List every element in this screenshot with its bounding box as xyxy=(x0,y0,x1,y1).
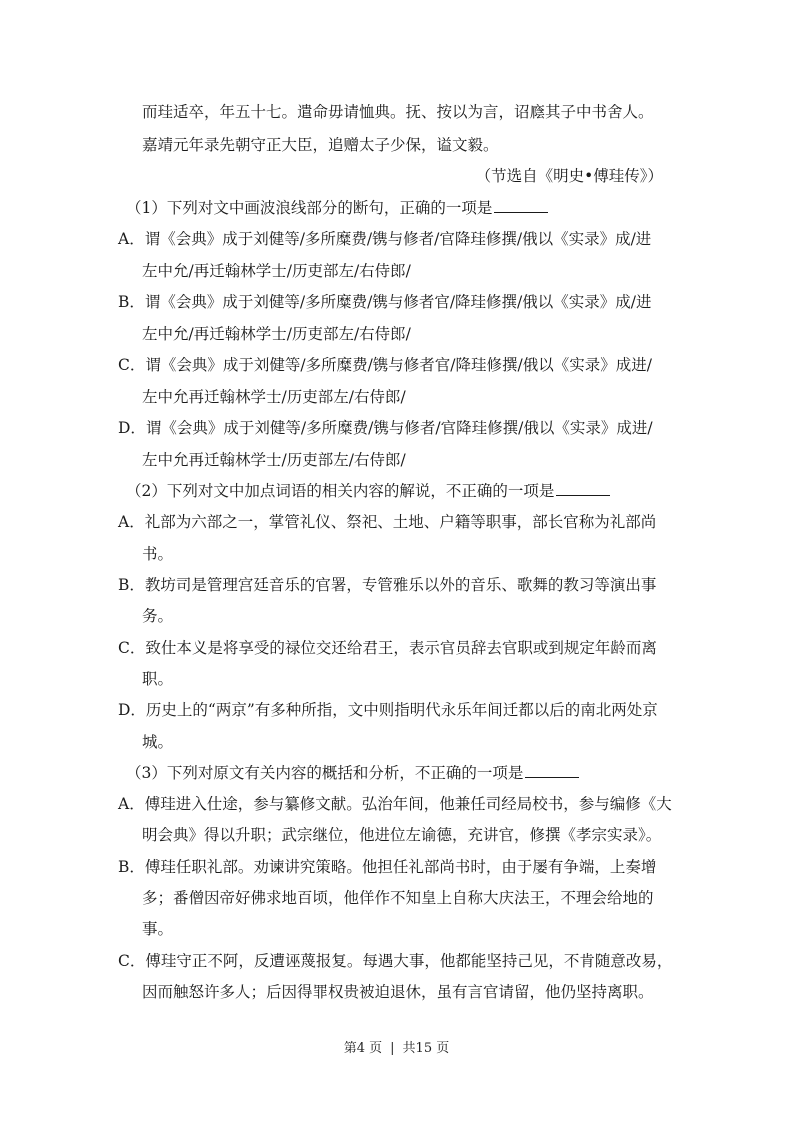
q1-option-c: C．谓《会典》成于刘健等/多所糜费/镌与修者官/降珪修撰/俄以《实录》成进/ xyxy=(118,356,652,374)
q2-option-c: C．致仕本义是将享受的禄位交还给君王，表示官员辞去官职或到规定年龄而离 xyxy=(118,639,657,657)
q1-option-c-cont: 左中允再迁翰林学士/历吏部左/右侍郎/ xyxy=(142,388,406,406)
page-total: 共15 页 xyxy=(402,1041,450,1056)
page-footer xyxy=(0,1040,793,1058)
passage-line: 嘉靖元年录先朝守正大臣，追赠太子少保，谥文毅。 xyxy=(142,136,499,154)
passage-line: 而珪适卒，年五十七。遣命毋请恤典。抚、按以为言，诏廕其子中书舍人。 xyxy=(142,103,654,121)
q3-option-b: B．傅珪任职礼部。劝谏讲究策略。他担任礼部尚书时，由于屡有争端，上奏增 xyxy=(118,858,657,876)
q1-option-a: A．谓《会典》成于刘健等/多所糜费/镌与修者/官降珪修撰/俄以《实录》成/进 xyxy=(118,230,652,248)
answer-blank xyxy=(494,198,548,213)
q1-option-b: B．谓《会典》成于刘健等/多所糜费/镌与修者官/降珪修撰/俄以《实录》成/进 xyxy=(118,293,652,311)
q2-option-a-cont: 书。 xyxy=(142,545,174,563)
q3-option-a-cont: 明会典》得以升职；武宗继位，他进位左谕德，充讲官，修撰《孝宗实录》。 xyxy=(142,826,662,844)
q3-option-c-cont: 因而触怒许多人；后因得罪权贵被迫退休，虽有言官请留，他仍坚持离职。 xyxy=(142,983,654,1001)
q3-option-a: A．傅珪进入仕途，参与纂修文献。弘治年间，他兼任司经局校书，参与编修《大 xyxy=(118,795,672,813)
question-3-stem: （3）下列对原文有关内容的概括和分析，不正确的一项是 xyxy=(126,763,579,783)
q1-option-d-cont: 左中允再迁翰林学士/历吏部左/右侍郎/ xyxy=(142,451,406,469)
q2-option-a: A．礼部为六部之一，掌管礼仪、祭祀、土地、户籍等职事，部长官称为礼部尚 xyxy=(118,513,657,531)
question-2-stem: （2）下列对文中加点词语的相关内容的解说，不正确的一项是 xyxy=(126,481,610,501)
q3-option-b-cont: 事。 xyxy=(142,920,174,938)
question-1-stem: （1）下列对文中画波浪线部分的断句，正确的一项是 xyxy=(126,198,548,218)
answer-blank xyxy=(556,481,610,496)
q2-option-d-cont: 城。 xyxy=(142,733,174,751)
page-number: 第4 页 xyxy=(343,1041,383,1056)
footer-separator: | xyxy=(390,1041,395,1056)
q3-option-b-cont: 多；番僧因帝好佛求地百顷，他佯作不知皇上自称大庆法王，不理会给地的 xyxy=(142,889,654,907)
passage-source: （节选自《明史•傅珪传》） xyxy=(475,167,663,185)
answer-blank xyxy=(525,763,579,778)
q2-option-b: B．教坊司是管理宫廷音乐的官署，专管雅乐以外的音乐、歌舞的教习等演出事 xyxy=(118,576,657,594)
q1-option-d: D．谓《会典》成于刘健等/多所糜费/镌与修者/官降珪修撰/俄以《实录》成进/ xyxy=(118,419,653,437)
q3-option-c: C．傅珪守正不阿，反遭诬蔑报复。每遇大事，他都能坚持己见，不肯随意改易， xyxy=(118,952,673,970)
q1-option-b-cont: 左中允/再迁翰林学士/历吏部左/右侍郎/ xyxy=(142,325,411,343)
q1-option-a-cont: 左中允/再迁翰林学士/历吏部左/右侍郎/ xyxy=(142,262,411,280)
q2-option-d: D．历史上的“两京”有多种所指，文中则指明代永乐年间迁都以后的南北两处京 xyxy=(118,701,658,719)
q2-option-b-cont: 务。 xyxy=(142,607,174,625)
q2-option-c-cont: 职。 xyxy=(142,670,174,688)
